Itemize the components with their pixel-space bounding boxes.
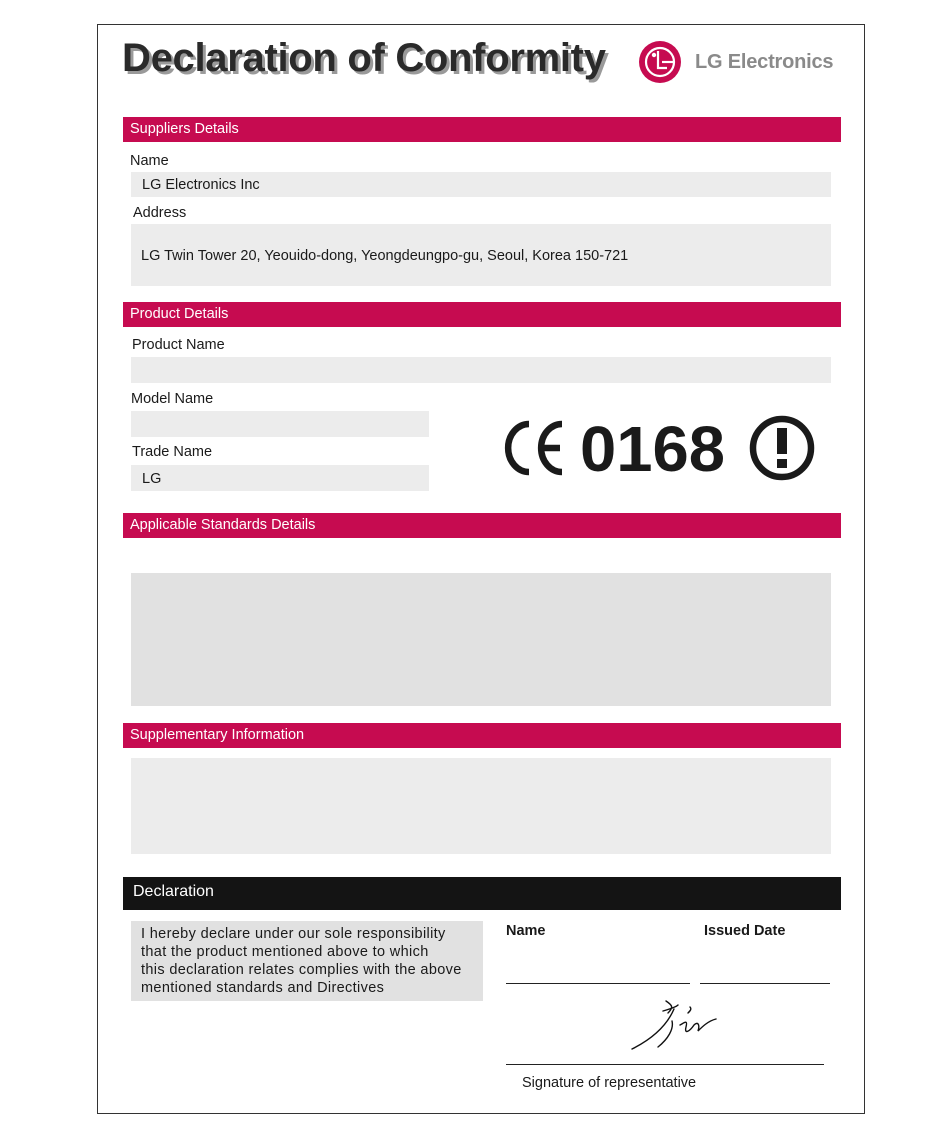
- lg-logo-icon: [638, 40, 682, 84]
- product-name-field[interactable]: [131, 357, 831, 383]
- section-supplementary-information: Supplementary Information: [123, 723, 841, 748]
- section-product-details: Product Details: [123, 302, 841, 327]
- declaration-line: this declaration relates complies with the above: [141, 962, 462, 978]
- trade-name-label: Trade Name: [132, 444, 213, 460]
- section-declaration: Declaration: [123, 877, 841, 910]
- model-name-field[interactable]: [131, 411, 429, 437]
- notified-body-number: 0168: [580, 413, 725, 485]
- supplier-address-field[interactable]: LG Twin Tower 20, Yeouido-dong, Yeongdeungpo-gu, Seoul, Korea 150-721: [131, 224, 831, 286]
- section-suppliers-details: Suppliers Details: [123, 117, 841, 142]
- issued-date-label: Issued Date: [704, 923, 786, 939]
- signatory-name-line[interactable]: [506, 983, 690, 984]
- signature-image: [628, 995, 723, 1053]
- brand-name: LG Electronics: [695, 51, 834, 73]
- supplementary-information-field[interactable]: [131, 758, 831, 854]
- trade-name-field[interactable]: LG: [131, 465, 429, 491]
- signature-caption: Signature of representative: [522, 1075, 697, 1091]
- alert-icon: [753, 419, 811, 477]
- declaration-statement: [131, 921, 483, 1001]
- signatory-name-label: Name: [506, 923, 546, 939]
- section-applicable-standards: Applicable Standards Details: [123, 513, 841, 538]
- signature-line[interactable]: [506, 1064, 824, 1065]
- supplier-name-label: Name: [130, 153, 169, 169]
- page-title: Declaration of Conformity: [122, 36, 606, 80]
- declaration-line: that the product mentioned above to which: [141, 944, 429, 960]
- supplier-name-field[interactable]: LG Electronics Inc: [131, 172, 831, 197]
- product-name-label: Product Name: [132, 337, 225, 353]
- declaration-line: mentioned standards and Directives: [141, 980, 385, 996]
- declaration-line: I hereby declare under our sole responsibility: [141, 926, 446, 942]
- supplier-address-label: Address: [133, 205, 187, 221]
- ce-icon: [508, 424, 562, 472]
- ce-marking: [500, 410, 820, 485]
- issued-date-line[interactable]: [700, 983, 830, 984]
- applicable-standards-field[interactable]: [131, 573, 831, 706]
- model-name-label: Model Name: [131, 391, 214, 407]
